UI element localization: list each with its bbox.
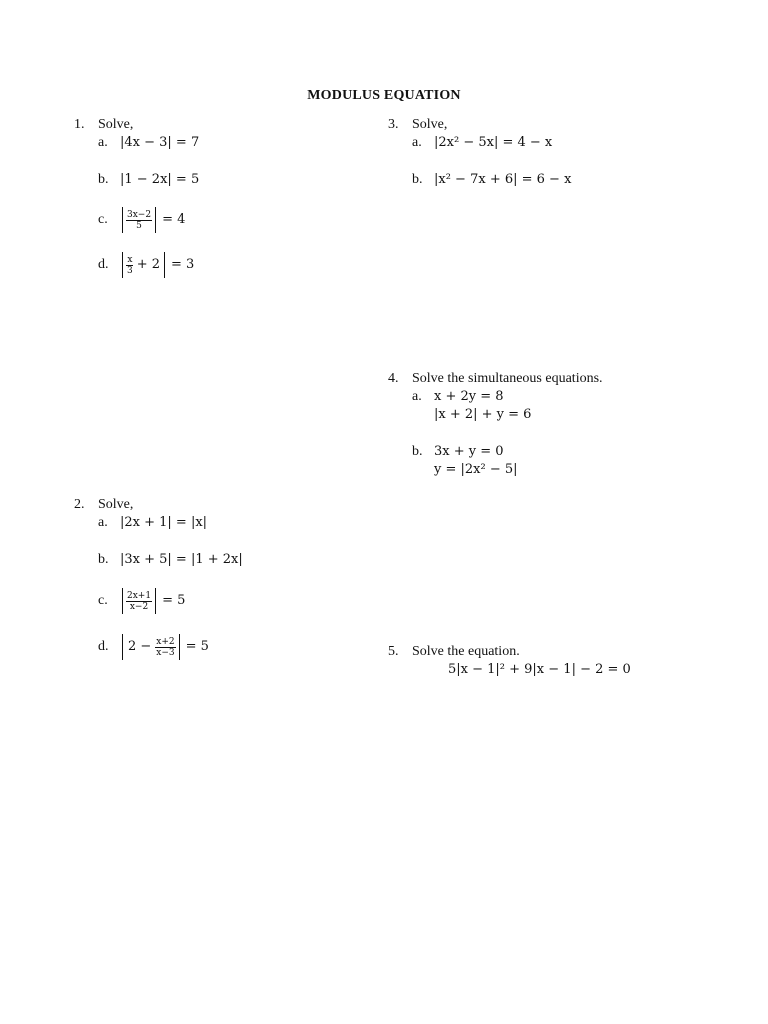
q1-part-d <box>98 252 194 278</box>
question-1 <box>74 116 133 134</box>
equation <box>120 634 209 660</box>
q2-part-a <box>98 514 207 532</box>
question-number: 2. <box>74 497 85 512</box>
question-prompt: Solve the equation. <box>412 644 520 659</box>
q2-part-d <box>98 634 209 660</box>
question-prompt: Solve, <box>98 497 134 512</box>
denominator: 3 <box>127 265 133 276</box>
part-letter: d. <box>98 257 109 272</box>
q5-equation: 5|x − 1|² + 9|x − 1| − 2 = 0 <box>448 662 631 677</box>
equation: |4x − 3| = 7 <box>120 135 200 150</box>
part-letter: c. <box>98 212 108 227</box>
q4-part-b <box>412 443 504 461</box>
question-prompt: Solve the simultaneous equations. <box>412 371 603 386</box>
question-prompt: Solve, <box>98 117 134 132</box>
question-3 <box>388 116 447 134</box>
part-letter: a. <box>412 389 422 404</box>
part-letter: a. <box>98 135 108 150</box>
numerator: x+2 <box>156 636 175 647</box>
question-number: 1. <box>74 117 85 132</box>
rhs: = 5 <box>162 593 186 608</box>
numerator: x <box>127 254 133 265</box>
term: 2 − <box>128 639 152 654</box>
page-title: MODULUS EQUATION <box>307 88 461 103</box>
rhs: = 4 <box>162 212 186 227</box>
question-2 <box>74 496 133 514</box>
q1-part-a <box>98 134 199 152</box>
q2-part-b <box>98 551 243 569</box>
question-number: 4. <box>388 371 399 386</box>
part-letter: b. <box>412 172 423 187</box>
q4-part-b-line2: y = |2x² − 5| <box>434 462 518 477</box>
q3-part-a <box>412 134 552 152</box>
rhs: = 5 <box>185 639 209 654</box>
denominator: 5 <box>136 220 142 231</box>
part-letter: b. <box>98 172 109 187</box>
denominator: x−2 <box>129 601 149 612</box>
question-5 <box>388 643 520 661</box>
q4-part-a <box>412 388 504 406</box>
term: + 2 <box>136 257 161 272</box>
denominator: x−3 <box>156 647 175 658</box>
question-prompt: Solve, <box>412 117 448 132</box>
equation <box>120 252 194 278</box>
equation: x + 2y = 8 <box>434 389 504 404</box>
rhs: = 3 <box>171 257 195 272</box>
equation <box>120 207 185 233</box>
q1-part-c <box>98 207 185 233</box>
equation: |2x² − 5x| = 4 − x <box>434 135 553 150</box>
part-letter: d. <box>98 639 109 654</box>
question-4 <box>388 370 603 388</box>
equation: |x² − 7x + 6| = 6 − x <box>434 172 572 187</box>
question-number: 3. <box>388 117 399 132</box>
equation <box>120 588 185 614</box>
numerator: 2x+1 <box>127 590 152 601</box>
equation: |2x + 1| = |x| <box>120 515 208 530</box>
equation: 3x + y = 0 <box>434 444 504 459</box>
part-letter: a. <box>412 135 422 150</box>
q3-part-b <box>412 171 571 189</box>
numerator: 3x−2 <box>127 209 152 220</box>
question-number: 5. <box>388 644 399 659</box>
equation: |3x + 5| = |1 + 2x| <box>120 552 243 567</box>
part-letter: b. <box>412 444 423 459</box>
q1-part-b <box>98 171 199 189</box>
part-letter: b. <box>98 552 109 567</box>
part-letter: a. <box>98 515 108 530</box>
q2-part-c <box>98 588 185 614</box>
equation: |1 − 2x| = 5 <box>120 172 200 187</box>
part-letter: c. <box>98 593 108 608</box>
q4-part-a-line2: |x + 2| + y = 6 <box>434 407 532 422</box>
